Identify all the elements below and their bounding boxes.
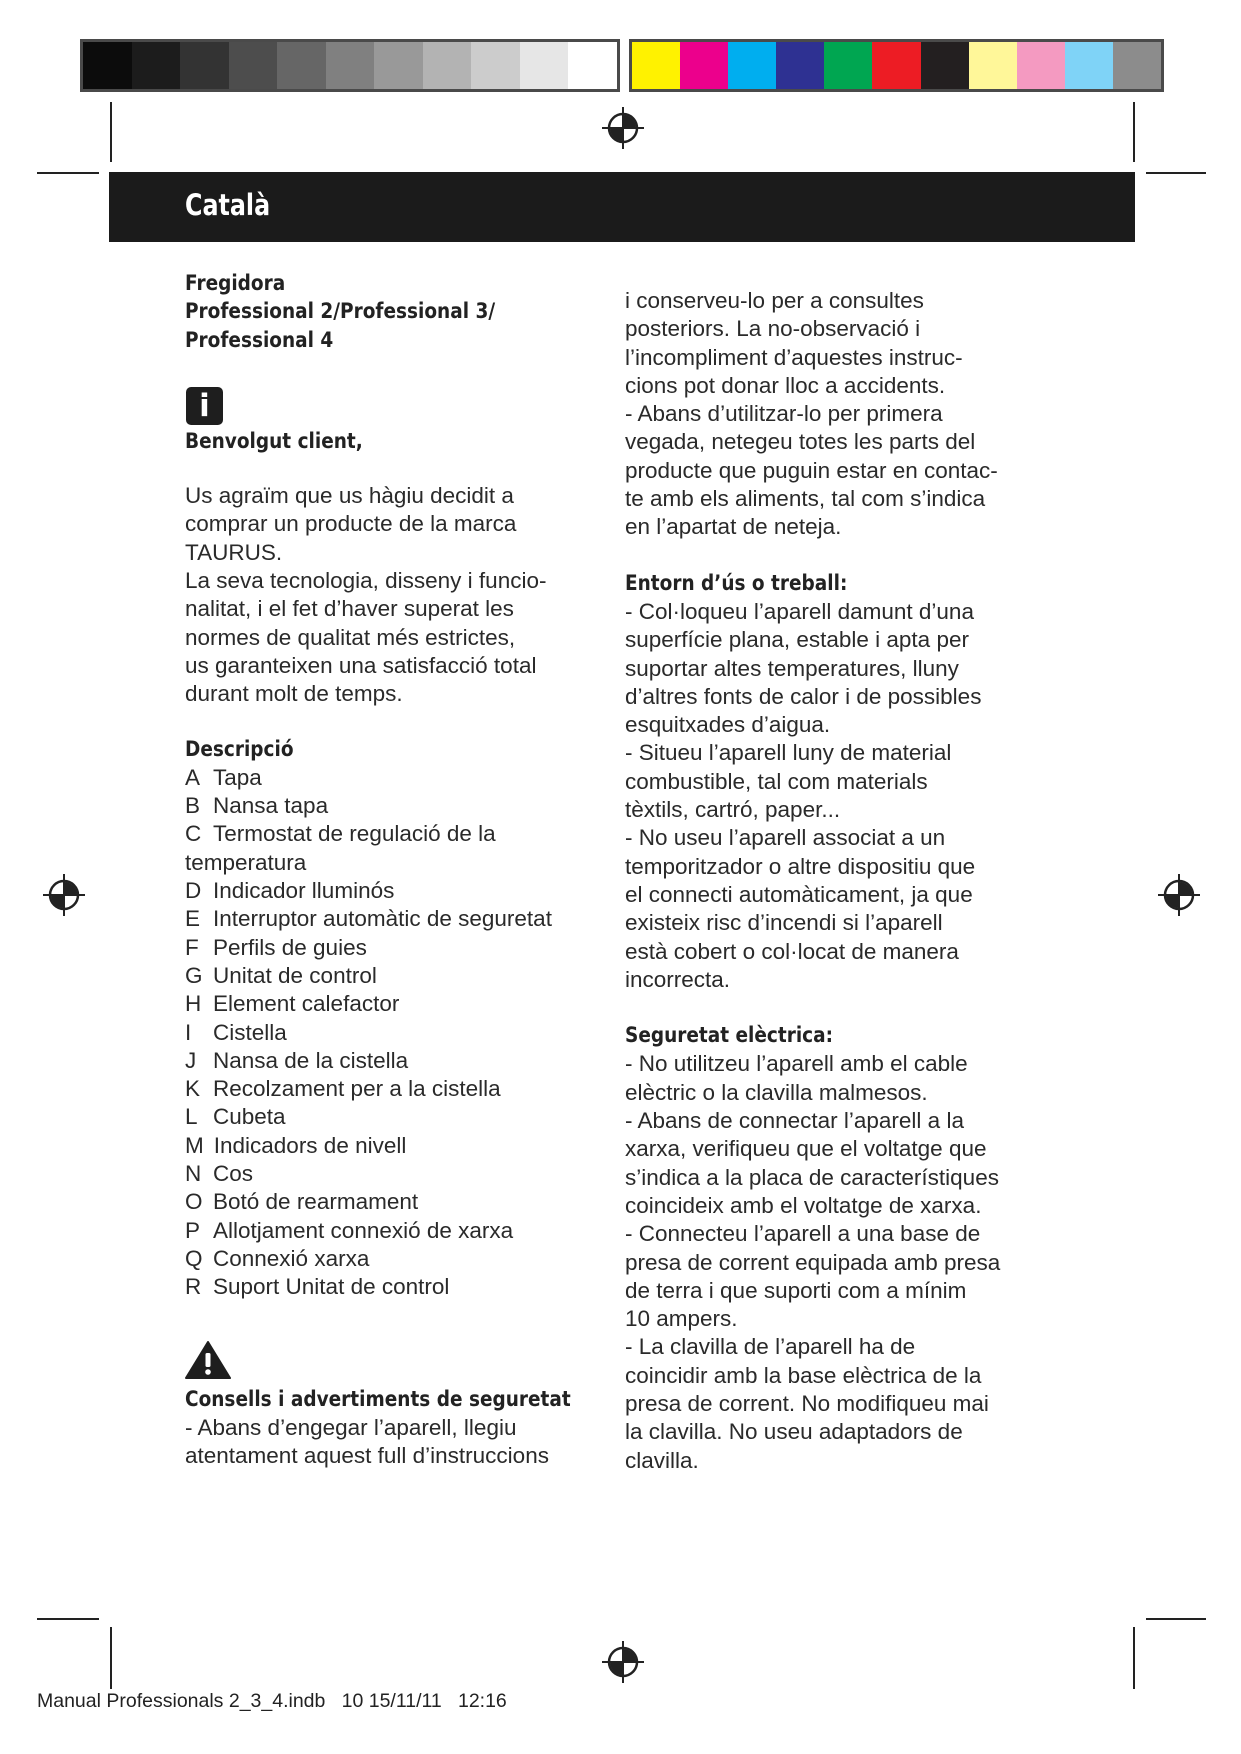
gray-swatch xyxy=(374,42,423,89)
text-line: existeix risc d’incendi si l’aparell xyxy=(625,910,943,936)
info-icon: i xyxy=(186,387,223,425)
description-item xyxy=(185,764,590,792)
electrical-safety-heading: Seguretat elèctrica: xyxy=(625,1023,834,1049)
text-line: - No useu l’aparell associat a un xyxy=(625,825,946,851)
color-swatch xyxy=(680,42,728,89)
text-line: cions pot donar lloc a accidents. xyxy=(625,372,946,398)
text-line: clavilla. xyxy=(625,1447,699,1473)
description-item-text: Unitat de control xyxy=(213,962,377,988)
gray-swatch xyxy=(326,42,375,89)
text-line: esquitxades d’aigua. xyxy=(625,712,831,738)
grayscale-calibration-bar xyxy=(80,39,620,92)
text-line: coincidir amb la base elèctrica de la xyxy=(625,1362,982,1388)
description-item-letter: R xyxy=(185,1274,202,1300)
environment-heading: Entorn d’ús o treball: xyxy=(625,570,848,596)
safety-line: atentament aquest full d’instruccions xyxy=(185,1443,549,1469)
gray-swatch xyxy=(520,42,569,89)
language-header xyxy=(109,172,1135,242)
description-item xyxy=(185,1273,590,1301)
description-item-letter: G xyxy=(185,962,203,988)
description-item xyxy=(185,849,590,877)
description-item-text: Termostat de regulació de la xyxy=(213,821,496,847)
description-item-text: Tapa xyxy=(213,764,262,790)
description-item xyxy=(185,962,590,990)
crop-mark-top-left-h xyxy=(37,172,99,174)
intro-line: nalitat, i el fet d’haver superat les xyxy=(185,596,514,622)
description-item-text: Cos xyxy=(213,1161,254,1187)
text-line: temporitzador o altre dispositiu que xyxy=(625,853,976,879)
description-item-letter: Q xyxy=(185,1245,203,1271)
crop-mark-bottom-right-h xyxy=(1146,1618,1206,1620)
description-item-letter: E xyxy=(185,906,201,932)
left-column xyxy=(185,270,590,1470)
intro-line: normes de qualitat més estrictes, xyxy=(185,624,516,650)
text-line: l’incompliment d’aquestes instruc- xyxy=(625,344,963,370)
registration-mark-right-icon xyxy=(1157,873,1201,917)
description-item-letter: J xyxy=(185,1047,197,1073)
description-item-letter: I xyxy=(185,1019,192,1045)
text-line: està cobert o col·locat de manera xyxy=(625,938,959,964)
description-item xyxy=(185,1019,590,1047)
text-line: 10 ampers. xyxy=(625,1306,738,1332)
intro-line: La seva tecnologia, disseny i funcio- xyxy=(185,568,547,594)
greeting-heading: Benvolgut client, xyxy=(185,428,363,454)
crop-mark-bottom-right xyxy=(1133,1627,1135,1689)
description-item-text: temperatura xyxy=(185,849,307,875)
safety-heading: Consells i advertiments de seguretat xyxy=(185,1386,571,1412)
description-item xyxy=(185,1245,590,1273)
print-slug: Manual Professionals 2_3_4.indb 10 15/11/11 12:16 xyxy=(37,1690,507,1712)
color-swatch xyxy=(824,42,872,89)
text-line: combustible, tal com materials xyxy=(625,768,928,794)
text-line: suportar altes temperatures, lluny xyxy=(625,655,959,681)
text-line: tèxtils, cartró, paper... xyxy=(625,797,841,823)
product-line: Fregidora xyxy=(185,271,286,296)
text-line: incorrecta. xyxy=(625,966,731,992)
description-item-letter: O xyxy=(185,1189,203,1215)
text-line: - Situeu l’aparell luny de material xyxy=(625,740,952,766)
text-line: coincideix amb el voltatge de xarxa. xyxy=(625,1192,982,1218)
text-line: presa de corrent. No modifiqueu mai xyxy=(625,1390,989,1416)
description-list xyxy=(185,764,590,1302)
gray-swatch xyxy=(229,42,278,89)
description-item-letter: M xyxy=(185,1132,204,1158)
color-swatch xyxy=(969,42,1017,89)
description-item-letter: K xyxy=(185,1076,201,1102)
crop-mark-top-left xyxy=(110,102,112,162)
description-item-letter: D xyxy=(185,878,202,904)
text-line: elèctric o la clavilla malmesos. xyxy=(625,1079,928,1105)
description-item xyxy=(185,1188,590,1216)
text-line: - No utilitzeu l’aparell amb el cable xyxy=(625,1051,968,1077)
description-item xyxy=(185,820,590,848)
description-item xyxy=(185,934,590,962)
intro-line: us garanteixen una satisfacció total xyxy=(185,652,537,678)
color-calibration-bar xyxy=(629,39,1164,92)
text-line: en l’apartat de neteja. xyxy=(625,514,842,540)
product-line: Professional 2/Professional 3/ xyxy=(185,299,496,325)
registration-mark-left-icon xyxy=(42,873,86,917)
registration-mark-top-icon xyxy=(601,106,645,150)
registration-mark-bottom-icon xyxy=(601,1640,645,1684)
color-swatch xyxy=(728,42,776,89)
description-item-letter: P xyxy=(185,1217,201,1243)
description-item-text: Nansa tapa xyxy=(213,793,329,819)
warning-icon xyxy=(185,1340,231,1380)
crop-mark-bottom-left-h xyxy=(37,1618,99,1620)
text-line: - La clavilla de l’aparell ha de xyxy=(625,1334,916,1360)
color-swatch xyxy=(921,42,969,89)
text-line: producte que puguin estar en contac- xyxy=(625,457,998,483)
description-item-text: Interruptor automàtic de seguretat xyxy=(213,906,552,932)
text-line: la clavilla. No useu adaptadors de xyxy=(625,1419,963,1445)
description-item-letter: B xyxy=(185,793,201,819)
text-line: - Abans d’utilitzar-lo per primera xyxy=(625,401,943,427)
right-column xyxy=(625,287,1030,1475)
text-line: s’indica a la placa de característiques xyxy=(625,1164,999,1190)
gray-swatch xyxy=(471,42,520,89)
crop-mark-bottom-left xyxy=(110,1627,112,1689)
gray-swatch xyxy=(83,42,132,89)
crop-mark-top-right-h xyxy=(1146,172,1206,174)
description-item xyxy=(185,990,590,1018)
description-heading: Descripció xyxy=(185,736,294,762)
description-item-text: Cistella xyxy=(213,1019,287,1045)
description-item xyxy=(185,1160,590,1188)
text-line: d’altres fonts de calor i de possibles xyxy=(625,683,982,709)
text-line: te amb els aliments, tal com s’indica xyxy=(625,486,986,512)
description-item-text: Connexió xarxa xyxy=(213,1245,370,1271)
electrical-safety-paragraph xyxy=(625,1050,1030,1474)
description-item xyxy=(185,792,590,820)
gray-swatch xyxy=(132,42,181,89)
intro-line: Us agraïm que us hàgiu decidit a xyxy=(185,483,514,509)
color-swatch xyxy=(776,42,824,89)
description-item-text: Indicador lluminós xyxy=(213,878,395,904)
text-line: el connecti automàticament, ja que xyxy=(625,881,973,907)
gray-swatch xyxy=(423,42,472,89)
description-item-text: Allotjament connexió de xarxa xyxy=(213,1217,514,1243)
text-line: superfície plana, estable i apta per xyxy=(625,627,969,653)
gray-swatch xyxy=(568,42,617,89)
description-item-letter: A xyxy=(185,764,201,790)
gray-swatch xyxy=(277,42,326,89)
text-line: - Col·loqueu l’aparell damunt d’una xyxy=(625,598,974,624)
intro-paragraph xyxy=(185,482,590,708)
gray-swatch xyxy=(180,42,229,89)
color-swatch xyxy=(1017,42,1065,89)
description-item-letter: N xyxy=(185,1161,202,1187)
text-line: i conserveu-lo per a consultes xyxy=(625,288,924,313)
description-item-text: Perfils de guies xyxy=(213,934,367,960)
text-line: presa de corrent equipada amb presa xyxy=(625,1249,1001,1275)
description-item-letter: H xyxy=(185,991,202,1017)
description-item xyxy=(185,1047,590,1075)
safety-continuation-paragraph xyxy=(625,287,1030,542)
intro-line: TAURUS. xyxy=(185,539,283,565)
description-item-text: Indicadors de nivell xyxy=(213,1132,407,1158)
environment-paragraph xyxy=(625,598,1030,994)
description-item xyxy=(185,1132,590,1160)
description-item-text: Recolzament per a la cistella xyxy=(213,1076,501,1102)
description-item xyxy=(185,1103,590,1131)
text-line: - Connecteu l’aparell a una base de xyxy=(625,1221,981,1247)
color-swatch xyxy=(872,42,920,89)
language-title: Català xyxy=(185,188,271,222)
description-item xyxy=(185,1217,590,1245)
description-item-letter: L xyxy=(185,1104,198,1130)
product-line: Professional 4 xyxy=(185,327,334,353)
text-line: vegada, netegeu totes les parts del xyxy=(625,429,976,455)
color-swatch xyxy=(632,42,680,89)
description-item xyxy=(185,905,590,933)
intro-line: comprar un producte de la marca xyxy=(185,511,517,537)
intro-line: durant molt de temps. xyxy=(185,681,403,707)
color-swatch xyxy=(1065,42,1113,89)
description-item-text: Suport Unitat de control xyxy=(213,1274,450,1300)
description-item-letter: F xyxy=(185,934,199,960)
text-line: de terra i que suporti com a mínim xyxy=(625,1277,967,1303)
product-title xyxy=(185,270,590,355)
description-item-text: Cubeta xyxy=(213,1104,286,1130)
safety-paragraph xyxy=(185,1414,590,1471)
description-item-text: Nansa de la cistella xyxy=(213,1047,409,1073)
description-item-letter: C xyxy=(185,821,202,847)
description-item xyxy=(185,877,590,905)
text-line: xarxa, verifiqueu que el voltatge que xyxy=(625,1136,987,1162)
description-item-text: Botó de rearmament xyxy=(213,1189,419,1215)
description-item-text: Element calefactor xyxy=(213,991,400,1017)
description-item xyxy=(185,1075,590,1103)
color-swatch xyxy=(1113,42,1161,89)
text-line: posteriors. La no-observació i xyxy=(625,316,921,342)
crop-mark-top-right xyxy=(1133,102,1135,162)
text-line: - Abans de connectar l’aparell a la xyxy=(625,1108,964,1134)
safety-line: - Abans d’engegar l’aparell, llegiu xyxy=(185,1414,517,1440)
